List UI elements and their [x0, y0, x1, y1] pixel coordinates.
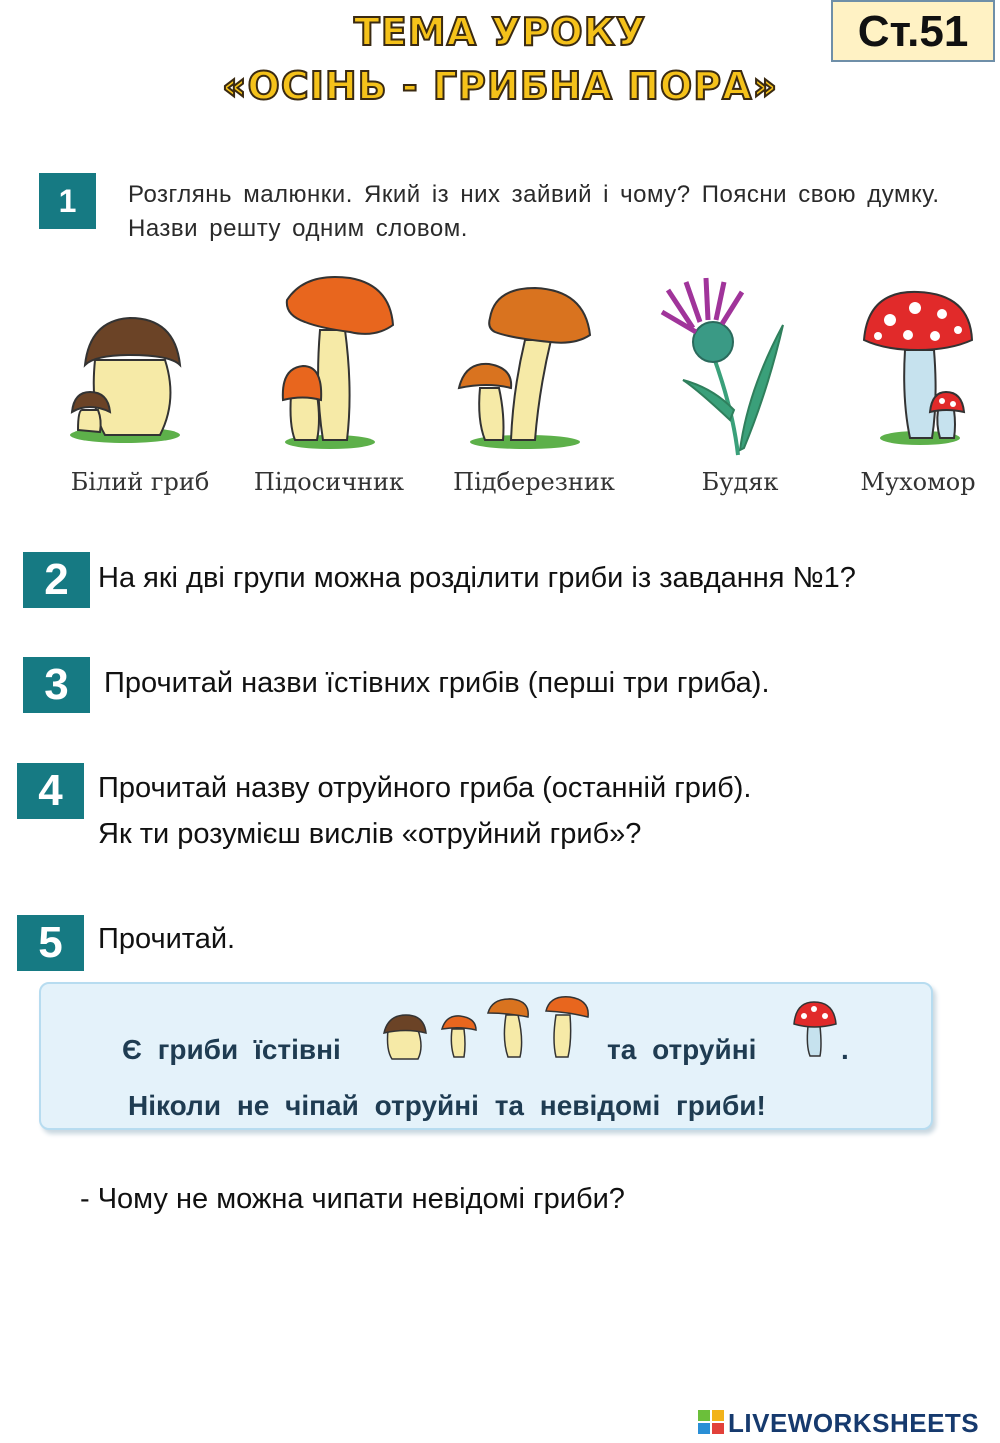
task-5-text: Прочитай. [98, 923, 236, 955]
edible-mushrooms-icon [380, 995, 595, 1065]
poisonous-mushroom-icon [792, 998, 837, 1060]
task-3-text: Прочитай назви їстівних грибів (перші три гриба). [104, 667, 770, 699]
liveworksheets-logo-icon [698, 1410, 724, 1434]
task-number-2: 2 [23, 552, 90, 608]
caption-fly-agaric: Мухомор [860, 468, 976, 496]
task-number-1: 1 [39, 173, 96, 229]
aspen-mushroom-icon [275, 270, 405, 455]
caption-aspen-mushroom: Підосичник [253, 468, 405, 496]
info-box-period: . [841, 1034, 849, 1065]
caption-porcini: Білий гриб [70, 468, 210, 496]
caption-birch-mushroom: Підберезник [453, 468, 615, 496]
task-2-text: На які дві групи можна розділити гриби із завдання №1? [98, 562, 856, 594]
task-number-3: 3 [23, 657, 90, 713]
task-1-text: Розглянь малюнки. Який із них зайвий і чому? Поясни свою думку. Назви решту одним словом. [128, 181, 940, 242]
task-number-4: 4 [17, 763, 84, 819]
thistle-icon [658, 270, 788, 460]
task-4-text-line2: Як ти розумієш вислів «отруйний гриб»? [98, 818, 642, 850]
lesson-title-line1: ТЕМА УРОКУ [353, 10, 647, 54]
liveworksheets-logo-text[interactable]: LIVEWORKSHEETS [728, 1408, 980, 1438]
info-box-edible-text: Є гриби їстівні [122, 1034, 341, 1065]
final-question: - Чому не можна чипати невідомі гриби? [80, 1183, 625, 1215]
page-reference-badge: Ст.51 [831, 0, 995, 62]
task-number-5: 5 [17, 915, 84, 971]
fly-agaric-icon [860, 270, 975, 450]
lesson-title-line2: «ОСІНЬ - ГРИБНА ПОРА» [221, 64, 779, 108]
caption-thistle: Будяк [701, 468, 779, 496]
info-box-poisonous-text: та отруйні [607, 1034, 757, 1065]
task-4-text-line1: Прочитай назву отруйного гриба (останній гриб). [98, 772, 752, 804]
birch-mushroom-icon [455, 270, 600, 455]
info-box-warning-text: Ніколи не чіпай отруйні та невідомі гриби! [128, 1090, 766, 1121]
porcini-mushroom-icon [60, 270, 190, 450]
